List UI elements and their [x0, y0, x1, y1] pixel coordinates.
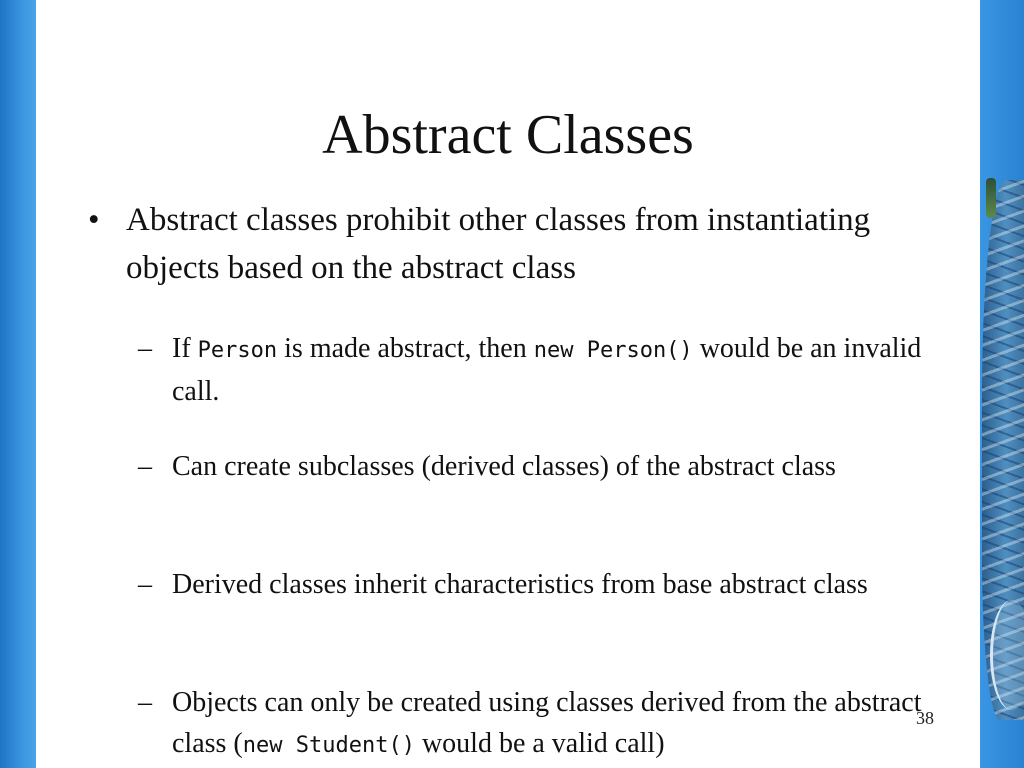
sub-bullet-4-part1: Objects can only be created using classes derived from the abstract class (: [172, 687, 922, 759]
sub-bullet-marker: –: [138, 333, 152, 364]
sub-bullet-marker: –: [138, 687, 152, 718]
sub-bullet-4-text: [172, 682, 938, 766]
background-left-panel: [0, 0, 36, 768]
code-new-person: new Person(): [533, 338, 693, 363]
background-right-panel: [980, 0, 1024, 768]
sub-bullet-1-part3: would be an invalid call.: [172, 333, 922, 407]
code-person: Person: [197, 338, 278, 363]
sub-bullet-1-part1: If: [172, 333, 198, 364]
sub-bullet-1-part2: is made abstract, then: [277, 333, 534, 364]
main-bullet-text: Abstract classes prohibit other classes from instantiating objects based on the abstract class: [126, 202, 871, 286]
sub-bullet-4-part2: would be a valid call): [414, 728, 665, 759]
sub-bullet-2: [138, 446, 938, 487]
sub-bullet-2-text: Can create subclasses (derived classes) of the abstract class: [172, 451, 836, 482]
main-bullet: [88, 196, 948, 292]
slide-content: [36, 0, 980, 768]
sub-bullet-marker: –: [138, 569, 152, 600]
sub-bullet-4: [138, 682, 938, 766]
bullet-marker: •: [88, 202, 100, 238]
sub-bullet-marker: –: [138, 451, 152, 482]
code-new-student: new Student(): [242, 733, 415, 758]
sub-bullet-3: [138, 564, 938, 605]
tower-tip-image: [986, 178, 996, 218]
sub-bullet-1-text: [172, 328, 938, 412]
sub-bullet-3-text: Derived classes inherit characteristics from base abstract class: [172, 569, 868, 600]
slide-title: Abstract Classes: [322, 104, 694, 166]
slide-number: 38: [916, 708, 934, 728]
sub-bullet-1: [138, 328, 938, 412]
